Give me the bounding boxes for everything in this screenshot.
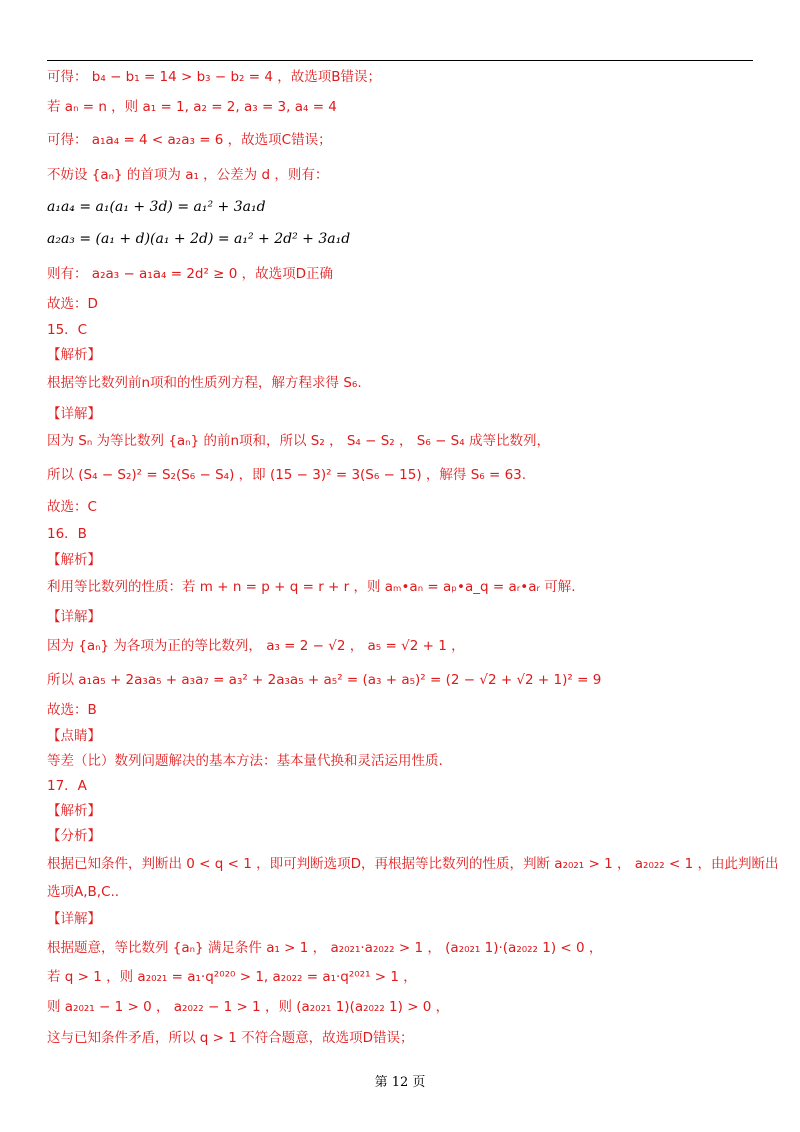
- page-number: 第 12 页: [374, 1075, 426, 1090]
- header-rule: [47, 60, 753, 61]
- answer-line-14: 故选：D: [47, 296, 98, 312]
- section-heading-reasoning: 【分析】: [47, 828, 101, 844]
- text-line-21: 所以 a₁a₅ + 2a₃a₅ + a₃a₇ = a₃² + 2a₃a₅ + a₅² = (a₃ + a₅)² = (2 − √2 + √2 + 1)² = 9: [47, 672, 602, 688]
- section-heading-detail: 【详解】: [47, 911, 101, 927]
- answer-line-16: 故选：B: [47, 702, 97, 718]
- text-line-34: 这与已知条件矛盾，所以 q > 1 不符合题意，故选项D错误；: [47, 1030, 414, 1046]
- question-number-17: 17．A: [47, 778, 87, 794]
- text-line-20: 因为 {aₙ} 为各项为正的等比数列， a₃ = 2 − √2 ， a₅ = √2 + 1 ，: [47, 638, 465, 654]
- section-heading-analysis: 【解析】: [47, 803, 101, 819]
- equation-line-1: a₁a₄ = a₁(a₁ + 3d) = a₁² + 3a₁d: [47, 199, 266, 215]
- section-heading-analysis: 【解析】: [47, 552, 101, 568]
- text-line-1: 可得： b₄ − b₁ = 14 > b₃ − b₂ = 4 ，故选项B错误；: [47, 69, 382, 85]
- text-line-3: 可得： a₁a₄ = 4 < a₂a₃ = 6 ，故选项C错误；: [47, 132, 332, 148]
- section-heading-detail: 【详解】: [47, 609, 101, 625]
- text-line-11: 根据等比数列前n项和的性质列方程，解方程求得 S₆.: [47, 375, 362, 391]
- text-line-32: 若 q > 1 ，则 a₂₀₂₁ = a₁·q²⁰²⁰ > 1, a₂₀₂₂ = a₁·q²⁰²¹ > 1 ，: [47, 969, 417, 985]
- text-line-18: 利用等比数列的性质：若 m + n = p + q = r + r ，则 aₘ•aₙ = aₚ•a_q = aᵣ•aᵣ 可解.: [47, 579, 576, 595]
- text-line-13: 因为 Sₙ 为等比数列 {aₙ} 的前n项和，所以 S₂ ， S₄ − S₂ ， S₆ − S₄ 成等比数列，: [47, 433, 550, 449]
- text-line-4: 不妨设 {aₙ} 的首项为 a₁ ，公差为 d ，则有：: [47, 167, 329, 183]
- section-heading-detail: 【详解】: [47, 406, 101, 422]
- equation-line-2: a₂a₃ = (a₁ + d)(a₁ + 2d) = a₁² + 2d² + 3a₁d: [47, 231, 351, 247]
- section-heading-analysis: 【解析】: [47, 347, 101, 363]
- text-line-31: 根据题意，等比数列 {aₙ} 满足条件 a₁ > 1 ， a₂₀₂₁·a₂₀₂₂ > 1 ， (a₂₀₂₁ 1)·(a₂₀₂₂ 1) < 0 ，: [47, 940, 603, 956]
- section-heading-note: 【点睛】: [47, 728, 101, 744]
- text-line-29: 选项A,B,C..: [47, 884, 120, 900]
- text-line-33: 则 a₂₀₂₁ − 1 > 0 ， a₂₀₂₂ − 1 > 1 ，则 (a₂₀₂₁ 1)(a₂₀₂₂ 1) > 0 ，: [47, 999, 450, 1015]
- text-line-14: 所以 (S₄ − S₂)² = S₂(S₆ − S₄) ，即 (15 − 3)² = 3(S₆ − 15) ，解得 S₆ = 63.: [47, 467, 527, 483]
- question-number-16: 16．B: [47, 526, 87, 542]
- text-line-24: 等差（比）数列问题解决的基本方法：基本量代换和灵活运用性质.: [47, 753, 443, 769]
- text-line-2: 若 aₙ = n ，则 a₁ = 1, a₂ = 2, a₃ = 3, a₄ = 4: [47, 99, 337, 115]
- text-line-28: 根据已知条件，判断出 0 < q < 1 ，即可判断选项D，再根据等比数列的性质，判断 a₂₀₂₁ > 1 ， a₂₀₂₂ < 1 ，由此判断出: [47, 856, 779, 872]
- answer-line-15: 故选：C: [47, 499, 97, 515]
- text-line-7: 则有： a₂a₃ − a₁a₄ = 2d² ≥ 0 ，故选项D正确: [47, 266, 334, 282]
- question-number-15: 15．C: [47, 322, 88, 338]
